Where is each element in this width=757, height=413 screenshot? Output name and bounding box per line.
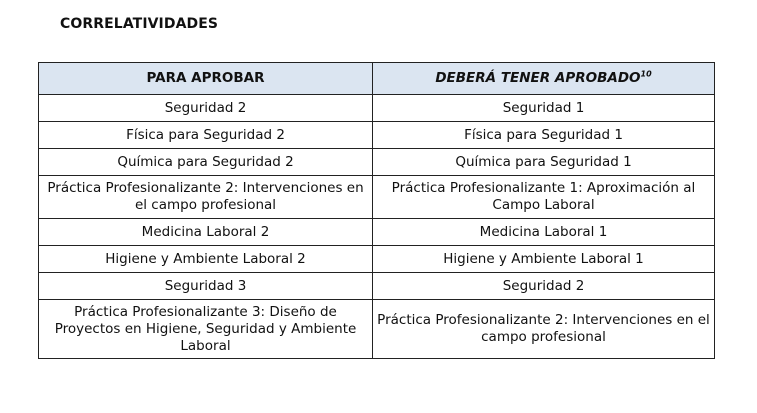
cell-para-aprobar: Seguridad 2 [39, 95, 373, 122]
cell-debera-tener-aprobado: Medicina Laboral 1 [373, 219, 715, 246]
header-para-aprobar: PARA APROBAR [39, 63, 373, 95]
correlatividades-table [38, 62, 715, 359]
cell-para-aprobar: Medicina Laboral 2 [39, 219, 373, 246]
cell-debera-tener-aprobado: Química para Seguridad 1 [373, 149, 715, 176]
cell-debera-tener-aprobado: Seguridad 2 [373, 273, 715, 300]
table-row [39, 246, 715, 273]
cell-para-aprobar: Química para Seguridad 2 [39, 149, 373, 176]
cell-para-aprobar: Seguridad 3 [39, 273, 373, 300]
cell-debera-tener-aprobado: Seguridad 1 [373, 95, 715, 122]
cell-para-aprobar: Física para Seguridad 2 [39, 122, 373, 149]
cell-para-aprobar: Higiene y Ambiente Laboral 2 [39, 246, 373, 273]
page-title: CORRELATIVIDADES [60, 16, 219, 32]
header-debera-tener-aprobado-label: DEBERÁ TENER APROBADO [435, 70, 641, 86]
header-debera-tener-aprobado [373, 63, 715, 95]
table-row [39, 176, 715, 219]
table-row [39, 95, 715, 122]
table-row [39, 273, 715, 300]
cell-debera-tener-aprobado: Higiene y Ambiente Laboral 1 [373, 246, 715, 273]
cell-para-aprobar: Práctica Profesionalizante 2: Intervenciones en el campo profesional [39, 176, 373, 219]
cell-debera-tener-aprobado: Práctica Profesionalizante 1: Aproximación al Campo Laboral [373, 176, 715, 219]
table-row [39, 122, 715, 149]
cell-debera-tener-aprobado: Física para Seguridad 1 [373, 122, 715, 149]
table-header-row [39, 63, 715, 95]
footnote-marker: 10 [640, 69, 652, 79]
table-row [39, 219, 715, 246]
cell-debera-tener-aprobado: Práctica Profesionalizante 2: Intervenciones en el campo profesional [373, 300, 715, 359]
table-row [39, 300, 715, 359]
cell-para-aprobar: Práctica Profesionalizante 3: Diseño de Proyectos en Higiene, Seguridad y Ambiente Laboral [39, 300, 373, 359]
table-row [39, 149, 715, 176]
